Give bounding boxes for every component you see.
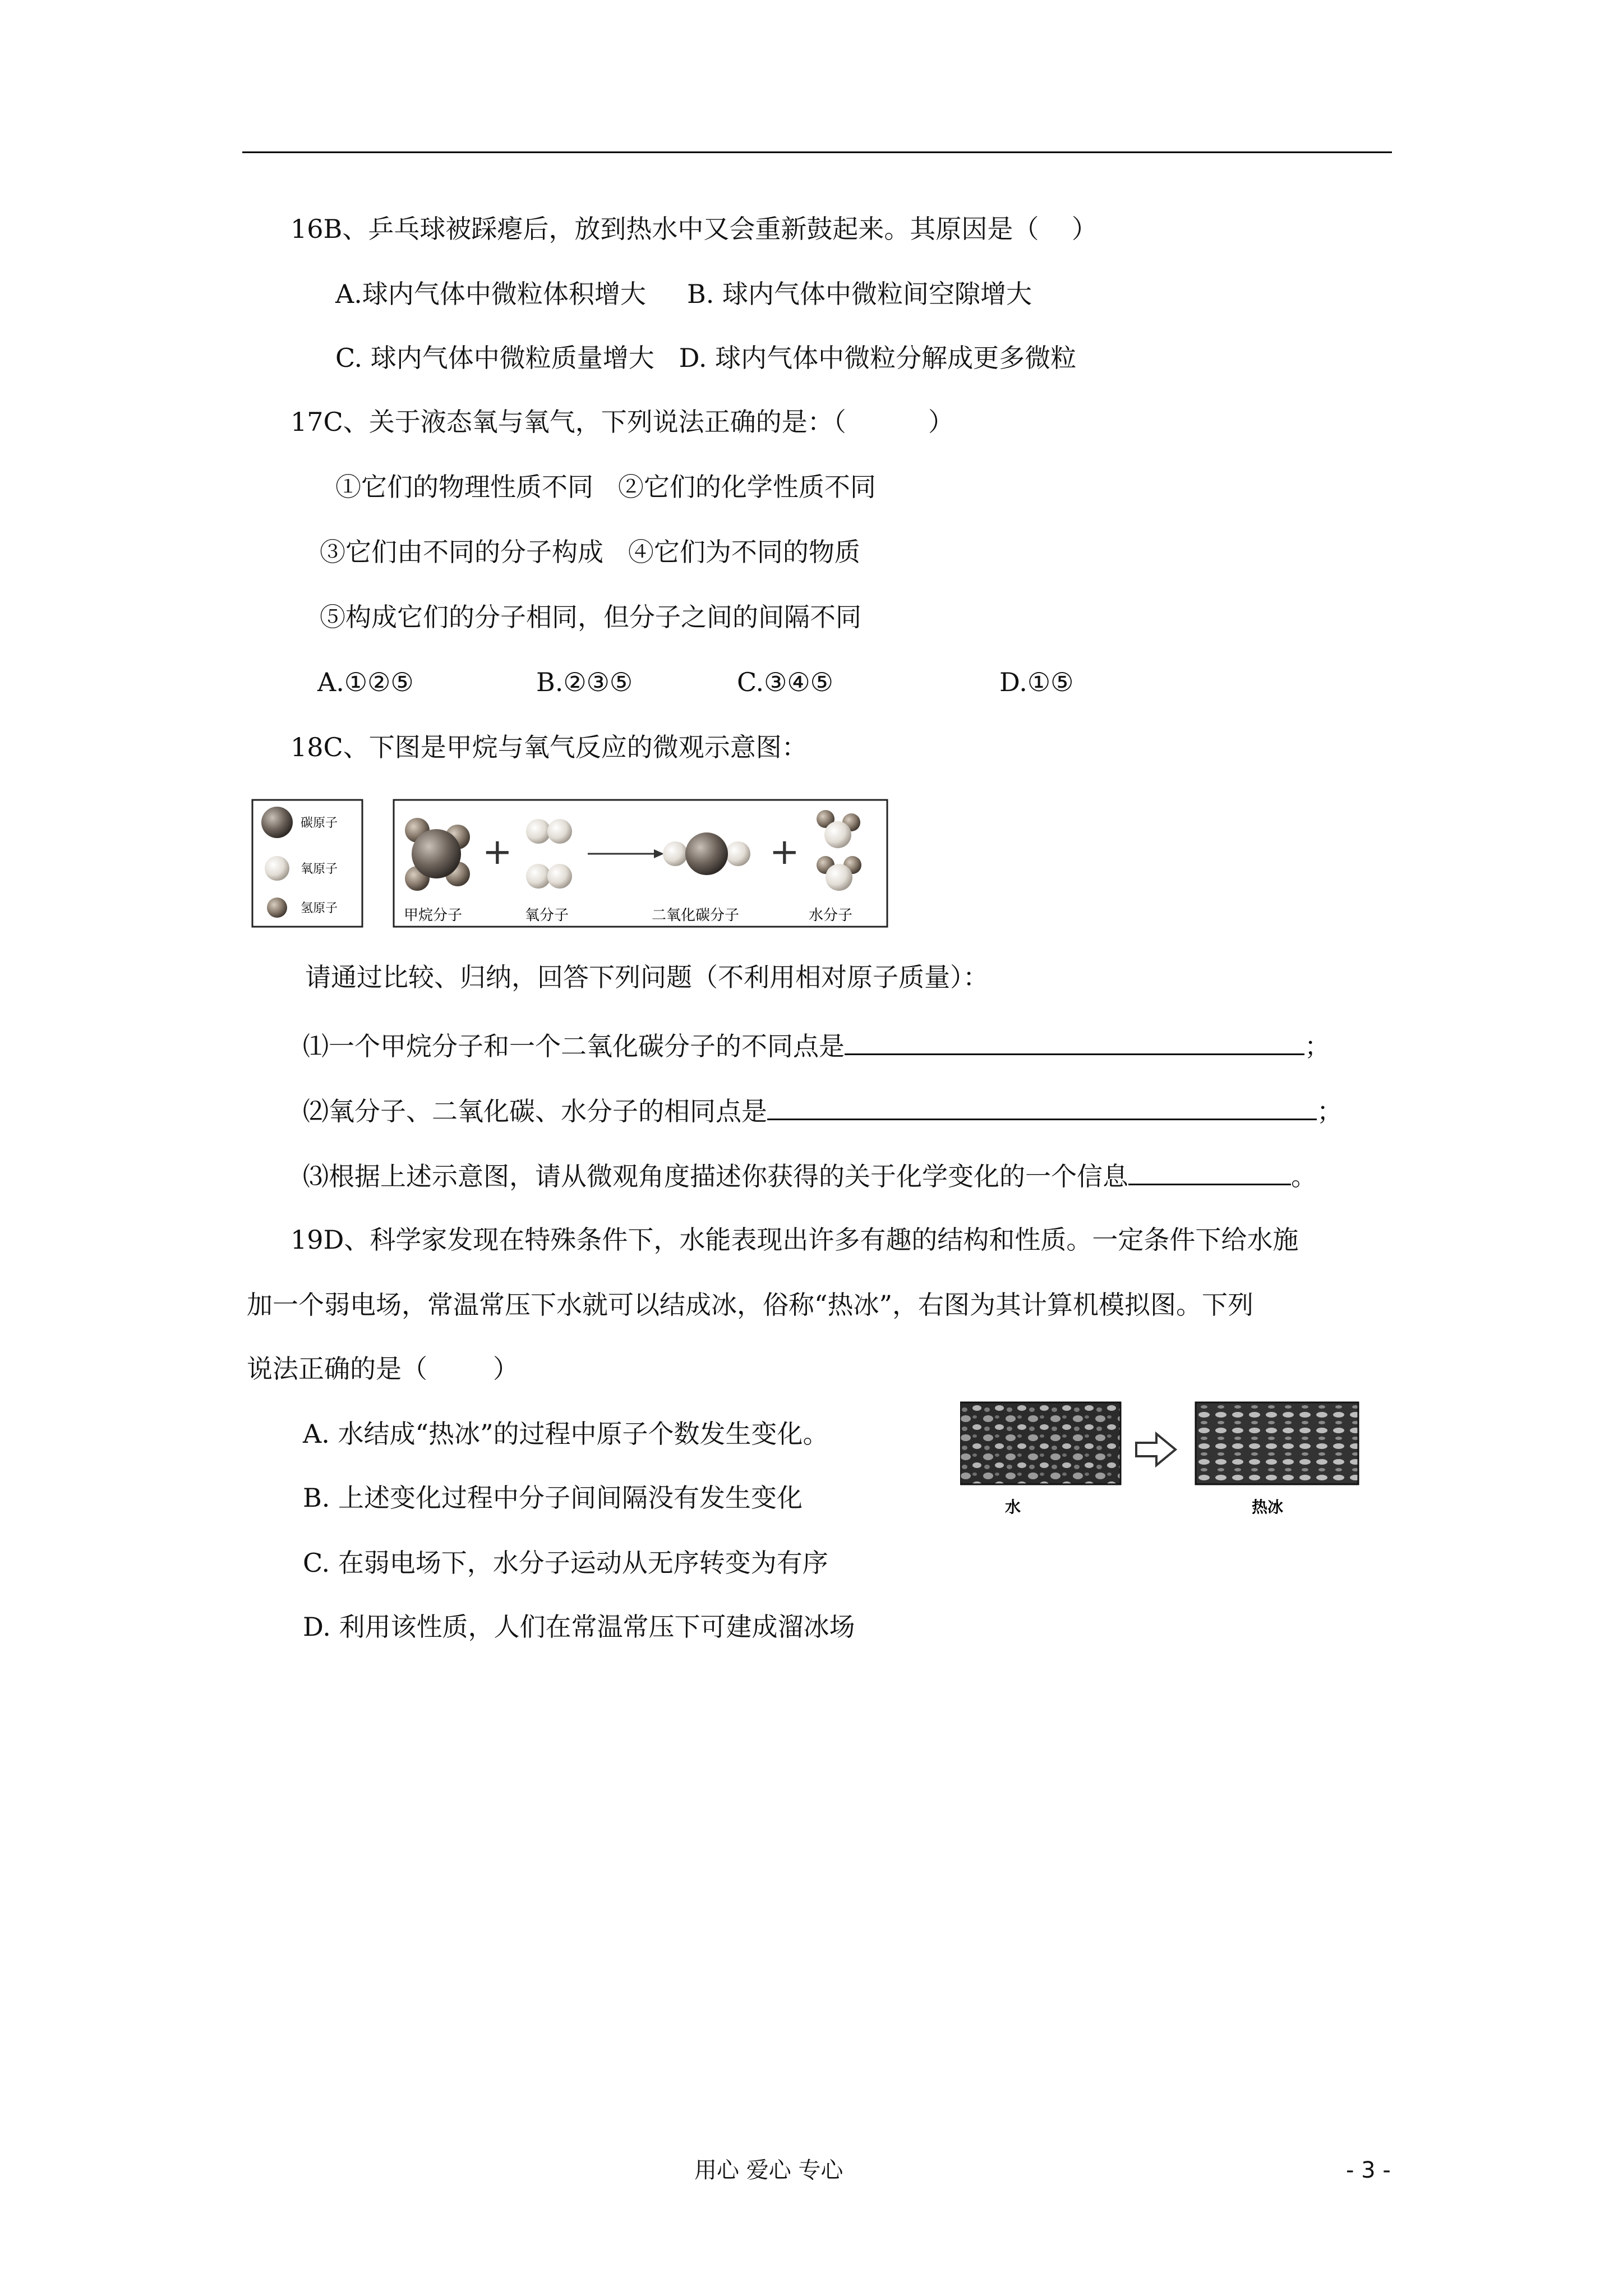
q18-sub1 bbox=[303, 1029, 1330, 1063]
q18-sub3 bbox=[303, 1159, 1317, 1193]
q17-item-3: ⑤构成它们的分子相同，但分子之间的间隔不同 bbox=[320, 602, 861, 632]
page-number: - 3 - bbox=[1346, 2157, 1391, 2183]
q16-stem: 16B、乒乓球被踩瘪后，放到热水中又会重新鼓起来。其原因是（ ） bbox=[291, 214, 1098, 244]
q18-sub2 bbox=[303, 1094, 1343, 1128]
q17-option-d: D.①⑤ bbox=[999, 667, 1074, 697]
q19-option-c: C. 在弱电场下，水分子运动从无序转变为有序 bbox=[303, 1548, 828, 1578]
q17-item-2: ③它们由不同的分子构成 ④它们为不同的物质 bbox=[320, 537, 860, 567]
oxygen-atom-icon bbox=[265, 856, 289, 881]
label-water: 水 bbox=[1005, 1498, 1021, 1516]
water-simulation-image bbox=[960, 1402, 1121, 1484]
q18-sub2-blank[interactable] bbox=[767, 1094, 1317, 1120]
label-water: 水分子 bbox=[809, 907, 853, 924]
q16-options-ab: A.球内气体中微粒体积增大 B. 球内气体中微粒间空隙增大 bbox=[335, 279, 1032, 309]
footer-motto: 用心 爱心 专心 bbox=[694, 2157, 843, 2183]
q16-options-cd: C. 球内气体中微粒质量增大 D. 球内气体中微粒分解成更多微粒 bbox=[335, 343, 1077, 373]
q19-option-d: D. 利用该性质，人们在常温常压下可建成溜冰场 bbox=[303, 1612, 855, 1642]
label-hot-ice: 热冰 bbox=[1252, 1498, 1284, 1516]
q18-sub3-end: 。 bbox=[1291, 1161, 1317, 1191]
methane-reaction-diagram bbox=[251, 795, 888, 929]
carbon-atom-icon bbox=[261, 807, 293, 838]
q19-line-3: 说法正确的是（ ） bbox=[247, 1354, 519, 1384]
q18-sub1-text: ⑴一个甲烷分子和一个二氧化碳分子的不同点是 bbox=[303, 1031, 845, 1061]
plus-sign-2: + bbox=[769, 831, 800, 873]
hot-ice-simulation-image bbox=[1196, 1402, 1358, 1484]
label-methane: 甲烷分子 bbox=[404, 907, 463, 924]
hydrogen-atom-icon bbox=[267, 898, 287, 918]
q19-option-b: B. 上述变化过程中分子间间隔没有发生变化 bbox=[303, 1483, 803, 1513]
q18-sub3-blank[interactable] bbox=[1128, 1159, 1291, 1185]
q18-instruction: 请通过比较、归纳，回答下列问题（不利用相对原子质量）： bbox=[305, 962, 989, 992]
legend-hydrogen: 氢原子 bbox=[301, 901, 338, 915]
transform-arrow-icon bbox=[1136, 1434, 1175, 1465]
q18-sub3-text: ⑶根据上述示意图，请从微观角度描述你获得的关于化学变化的一个信息 bbox=[303, 1161, 1128, 1191]
plus-sign-1: + bbox=[482, 831, 513, 873]
q19-option-a: A. 水结成“热冰”的过程中原子个数发生变化。 bbox=[303, 1419, 829, 1449]
hot-ice-simulation-figure bbox=[960, 1395, 1375, 1524]
q19-line-1: 19D、科学家发现在特殊条件下，水能表现出许多有趣的结构和性质。一定条件下给水施 bbox=[291, 1225, 1299, 1255]
q18-sub2-text: ⑵氧分子、二氧化碳、水分子的相同点是 bbox=[303, 1096, 767, 1126]
q18-stem: 18C、下图是甲烷与氧气反应的微观示意图： bbox=[291, 732, 808, 762]
q17-option-a: A.①②⑤ bbox=[317, 667, 414, 697]
legend-carbon: 碳原子 bbox=[301, 816, 338, 830]
q17-option-b: B.②③⑤ bbox=[536, 667, 633, 697]
q18-sub2-end: ； bbox=[1317, 1096, 1343, 1126]
q17-item-1: ①它们的物理性质不同 ②它们的化学性质不同 bbox=[335, 472, 876, 502]
label-oxygen: 氧分子 bbox=[525, 907, 569, 924]
q17-stem: 17C、关于液态氧与氧气，下列说法正确的是：（ ） bbox=[291, 407, 954, 437]
q18-sub1-blank[interactable] bbox=[845, 1029, 1304, 1055]
header-rule bbox=[242, 151, 1392, 153]
legend-oxygen: 氧原子 bbox=[301, 862, 338, 876]
q17-option-c: C.③④⑤ bbox=[737, 667, 833, 697]
q18-sub1-end: ； bbox=[1304, 1031, 1330, 1061]
q19-line-2: 加一个弱电场，常温常压下水就可以结成冰，俗称“热冰”，右图为其计算机模拟图。下列 bbox=[247, 1290, 1254, 1320]
label-co2: 二氧化碳分子 bbox=[652, 907, 740, 924]
